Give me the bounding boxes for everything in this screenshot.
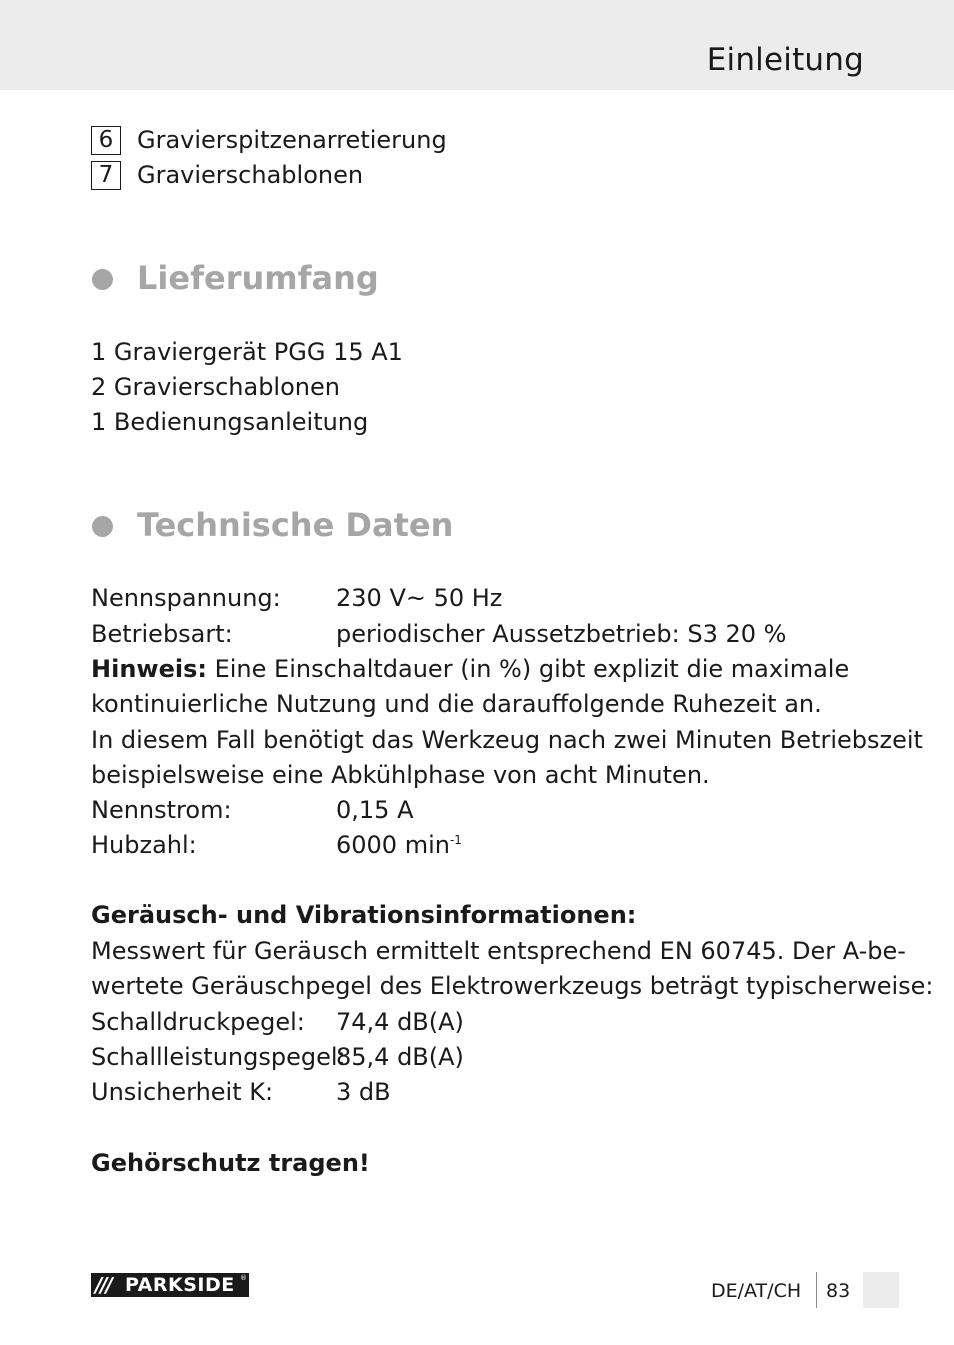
- note-line-1: [91, 652, 849, 687]
- logo-registered-mark: ®: [240, 1274, 247, 1282]
- spec-label-current: Nennstrom:: [91, 796, 232, 824]
- spec-value-current: 0,15 A: [336, 796, 414, 824]
- part-label-6: Gravierspitzenarretierung: [137, 126, 447, 154]
- delivery-item: 2 Gravierschablonen: [91, 373, 340, 401]
- footer-divider: [816, 1272, 817, 1308]
- section-bullet-icon: [92, 516, 113, 537]
- note-text: Eine Einschaltdauer (in %) gibt explizit die maximale: [206, 655, 850, 683]
- spec-label-voltage: Nennspannung:: [91, 584, 281, 612]
- spec-label-mode: Betriebsart:: [91, 620, 233, 648]
- section-heading-delivery: Lieferumfang: [137, 259, 379, 297]
- noise-line-2: wertete Geräuschpegel des Elektrowerkzeugs beträgt typischerweise:: [91, 972, 934, 1000]
- section-bullet-icon: [92, 269, 113, 290]
- part-number-6: 6: [91, 126, 121, 155]
- part-label-7: Gravierschablonen: [137, 161, 364, 189]
- page-number: 83: [826, 1280, 851, 1302]
- page-title: Einleitung: [706, 42, 864, 78]
- spec-value-mode: periodischer Aussetzbetrieb: S3 20 %: [336, 620, 787, 648]
- note-line-2: kontinuierliche Nutzung und die darauffolgende Ruhezeit an.: [91, 690, 822, 718]
- header-band: [0, 0, 954, 90]
- noise-heading: Geräusch- und Vibrationsinformationen:: [91, 901, 637, 929]
- noise-label-power: Schallleistungspegel:: [91, 1043, 346, 1071]
- noise-value-uncertainty: 3 dB: [336, 1078, 391, 1106]
- noise-value-pressure: 74,4 dB(A): [336, 1008, 464, 1036]
- spec-value-stroke: [336, 828, 462, 863]
- logo-slashes: ///: [95, 1273, 111, 1297]
- noise-line-1: Messwert für Geräusch ermittelt entsprechend EN 60745. Der A-be-: [91, 937, 906, 965]
- parkside-logo: [91, 1273, 249, 1297]
- delivery-item: 1 Graviergerät PGG 15 A1: [91, 338, 403, 366]
- hearing-protection-warning: Gehörschutz tragen!: [91, 1149, 370, 1177]
- stroke-value: 6000 min: [336, 831, 450, 859]
- footer-tab: [863, 1272, 899, 1308]
- logo-text: PARKSIDE: [125, 1274, 235, 1296]
- spec-label-stroke: Hubzahl:: [91, 831, 197, 859]
- noise-value-power: 85,4 dB(A): [336, 1043, 464, 1071]
- note-line-3: In diesem Fall benötigt das Werkzeug nach zwei Minuten Betriebszeit: [91, 726, 923, 754]
- note-line-4: beispielsweise eine Abkühlphase von acht Minuten.: [91, 761, 710, 789]
- part-number-7: 7: [91, 161, 121, 190]
- stroke-unit-exponent: -1: [449, 833, 462, 847]
- footer-region: DE/AT/CH: [711, 1280, 802, 1302]
- spec-value-voltage: 230 V~ 50 Hz: [336, 584, 503, 612]
- note-label: Hinweis:: [91, 655, 207, 683]
- delivery-item: 1 Bedienungsanleitung: [91, 408, 369, 436]
- noise-label-uncertainty: Unsicherheit K:: [91, 1078, 274, 1106]
- noise-label-pressure: Schalldruckpegel:: [91, 1008, 305, 1036]
- section-heading-technical: Technische Daten: [137, 506, 454, 544]
